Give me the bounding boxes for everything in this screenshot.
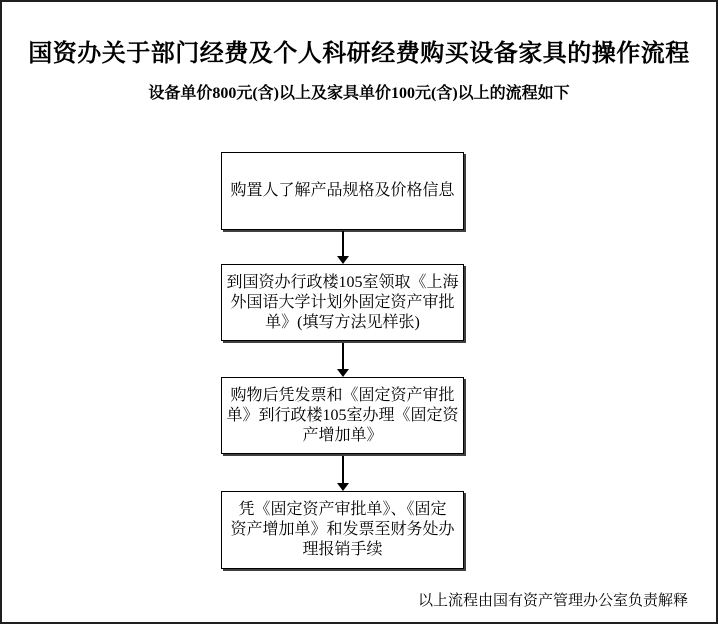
down-arrow-connector-2 (337, 343, 349, 377)
page-title: 国资办关于部门经费及个人科研经费购买设备家具的操作流程 (28, 41, 690, 67)
page-subtitle: 设备单价800元(含)以上及家具单价100元(含)以上的流程如下 (148, 85, 570, 102)
flow-step-2-text-line-2: 外国语大学计划外固定资产审批 (230, 293, 455, 311)
arrow-down-icon (337, 256, 349, 264)
footer-note: 以上流程由国有资产管理办公室负责解释 (417, 593, 688, 609)
flow-step-2 (221, 264, 464, 341)
flow-step-1-text: 购置人了解产品规格及价格信息 (230, 182, 455, 199)
arrow-stem (342, 231, 344, 258)
flow-step-3-text-line-3: 产增加单》 (302, 426, 383, 444)
arrow-down-icon (337, 483, 349, 491)
down-arrow-connector-1 (337, 231, 349, 264)
flow-step-2-text-line-3: 单》(填写方法见样张) (265, 313, 420, 331)
flow-step-3 (221, 377, 464, 454)
arrow-down-icon (337, 369, 349, 377)
flow-step-4-text-line-1: 凭《固定资产审批单》、《固定 (238, 501, 447, 518)
flow-step-4 (221, 491, 464, 569)
flow-step-4-text-line-2: 资产增加单》和发票至财务处办 (230, 521, 455, 538)
flow-step-4-text-line-3: 理报销手续 (302, 541, 383, 558)
arrow-stem (342, 456, 344, 485)
flow-step-2-text-line-1: 到国资办行政楼105室领取《上海 (226, 273, 459, 291)
flow-step-3-text-line-2: 单》到行政楼105室办理《固定资 (226, 406, 459, 424)
down-arrow-connector-3 (337, 456, 349, 491)
flow-step-1 (221, 152, 464, 230)
arrow-stem (342, 343, 344, 371)
flow-step-3-text-line-1: 购物后凭发票和《固定资产审批 (230, 386, 455, 404)
